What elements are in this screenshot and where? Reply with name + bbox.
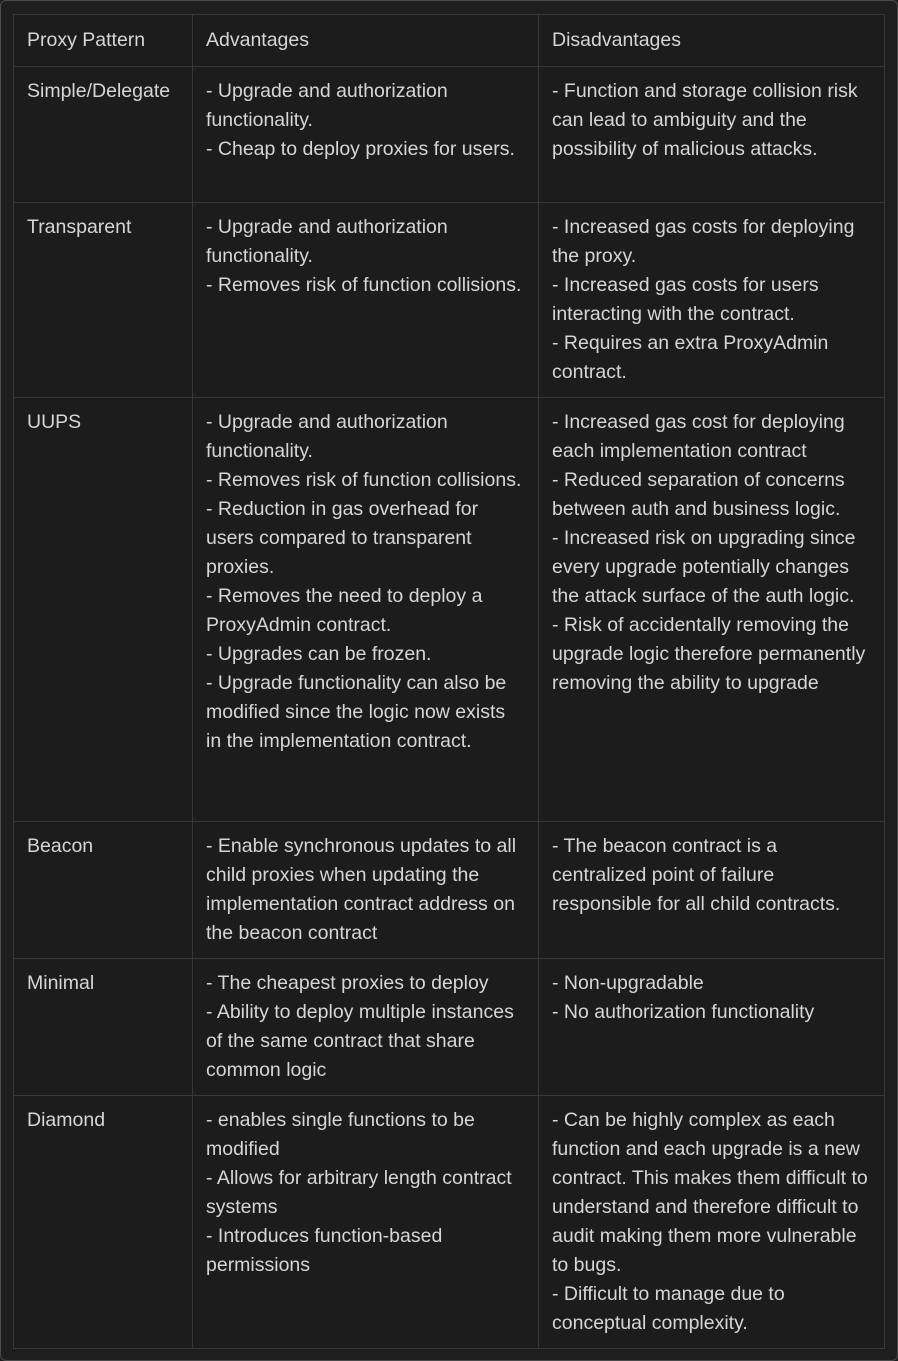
advantage-item: - Upgrades can be frozen. (206, 643, 432, 665)
advantage-item: - Enable synchronous updates to all child proxies when updating the implementation contract address on the beacon contract (206, 835, 517, 944)
disadvantage-item: - Requires an extra ProxyAdmin contract. (552, 332, 829, 383)
table-row (14, 67, 885, 203)
table-row (14, 203, 885, 398)
header-advantages: Advantages (193, 15, 539, 67)
disadvantage-item: - Increased gas cost for deploying each implementation contract (552, 411, 845, 462)
disadvantages-cell (539, 1096, 885, 1349)
disadvantage-item: - No authorization functionality (552, 1001, 815, 1023)
table-row (14, 1096, 885, 1349)
advantage-item: - Upgrade and authorization functionality. (206, 411, 448, 462)
advantage-item: - Upgrade and authorization functionality. (206, 216, 448, 267)
advantage-item: - The cheapest proxies to deploy (206, 972, 489, 994)
advantage-item: - Cheap to deploy proxies for users. (206, 138, 515, 160)
advantage-item: - Removes risk of function collisions. (206, 274, 522, 296)
pattern-cell: Minimal (14, 959, 193, 1096)
disadvantages-cell (539, 822, 885, 959)
header-disadvantages: Disadvantages (539, 15, 885, 67)
proxy-pattern-table (13, 14, 885, 1349)
disadvantage-item: - Function and storage collision risk can lead to ambiguity and the possibility of malicious attacks. (552, 80, 858, 160)
disadvantages-cell (539, 67, 885, 203)
pattern-cell: Simple/Delegate (14, 67, 193, 203)
pattern-cell: UUPS (14, 398, 193, 822)
advantage-item: - Upgrade functionality can also be modified since the logic now exists in the implementation contract. (206, 672, 507, 752)
advantage-item: - Removes the need to deploy a ProxyAdmin contract. (206, 585, 483, 636)
advantage-item: - Introduces function-based permissions (206, 1225, 443, 1276)
disadvantages-cell (539, 398, 885, 822)
disadvantage-item: - Can be highly complex as each function and each upgrade is a new contract. This makes them difficult to understand and therefore difficult to audit making them more vulnerable to bugs. (552, 1109, 868, 1276)
advantage-item: - enables single functions to be modified (206, 1109, 475, 1160)
disadvantage-item: - Reduced separation of concerns between auth and business logic. (552, 469, 845, 520)
advantages-cell (193, 203, 539, 398)
disadvantages-cell (539, 203, 885, 398)
pattern-cell: Diamond (14, 1096, 193, 1349)
disadvantage-item: - Increased risk on upgrading since every upgrade potentially changes the attack surface of the auth logic. (552, 527, 856, 607)
pattern-cell: Beacon (14, 822, 193, 959)
advantage-item: - Removes risk of function collisions. (206, 469, 522, 491)
table-row (14, 959, 885, 1096)
advantages-cell (193, 398, 539, 822)
advantages-cell (193, 1096, 539, 1349)
advantage-item: - Ability to deploy multiple instances of the same contract that share common logic (206, 1001, 514, 1081)
disadvantage-item: - Increased gas costs for deploying the proxy. (552, 216, 855, 267)
advantage-item: - Allows for arbitrary length contract systems (206, 1167, 512, 1218)
advantages-cell (193, 822, 539, 959)
advantage-item: - Upgrade and authorization functionality. (206, 80, 448, 131)
disadvantage-item: - Risk of accidentally removing the upgrade logic therefore permanently removing the ability to upgrade (552, 614, 866, 694)
pattern-cell: Transparent (14, 203, 193, 398)
header-row (14, 15, 885, 67)
disadvantage-item: - Non-upgradable (552, 972, 704, 994)
table-row (14, 398, 885, 822)
disadvantage-item: - Increased gas costs for users interacting with the contract. (552, 274, 819, 325)
disadvantages-cell (539, 959, 885, 1096)
header-proxy-pattern: Proxy Pattern (14, 15, 193, 67)
advantages-cell (193, 959, 539, 1096)
advantage-item: - Reduction in gas overhead for users compared to transparent proxies. (206, 498, 479, 578)
advantages-cell (193, 67, 539, 203)
disadvantage-item: - The beacon contract is a centralized point of failure responsible for all child contracts. (552, 835, 841, 915)
table-row (14, 822, 885, 959)
disadvantage-item: - Difficult to manage due to conceptual complexity. (552, 1283, 785, 1334)
